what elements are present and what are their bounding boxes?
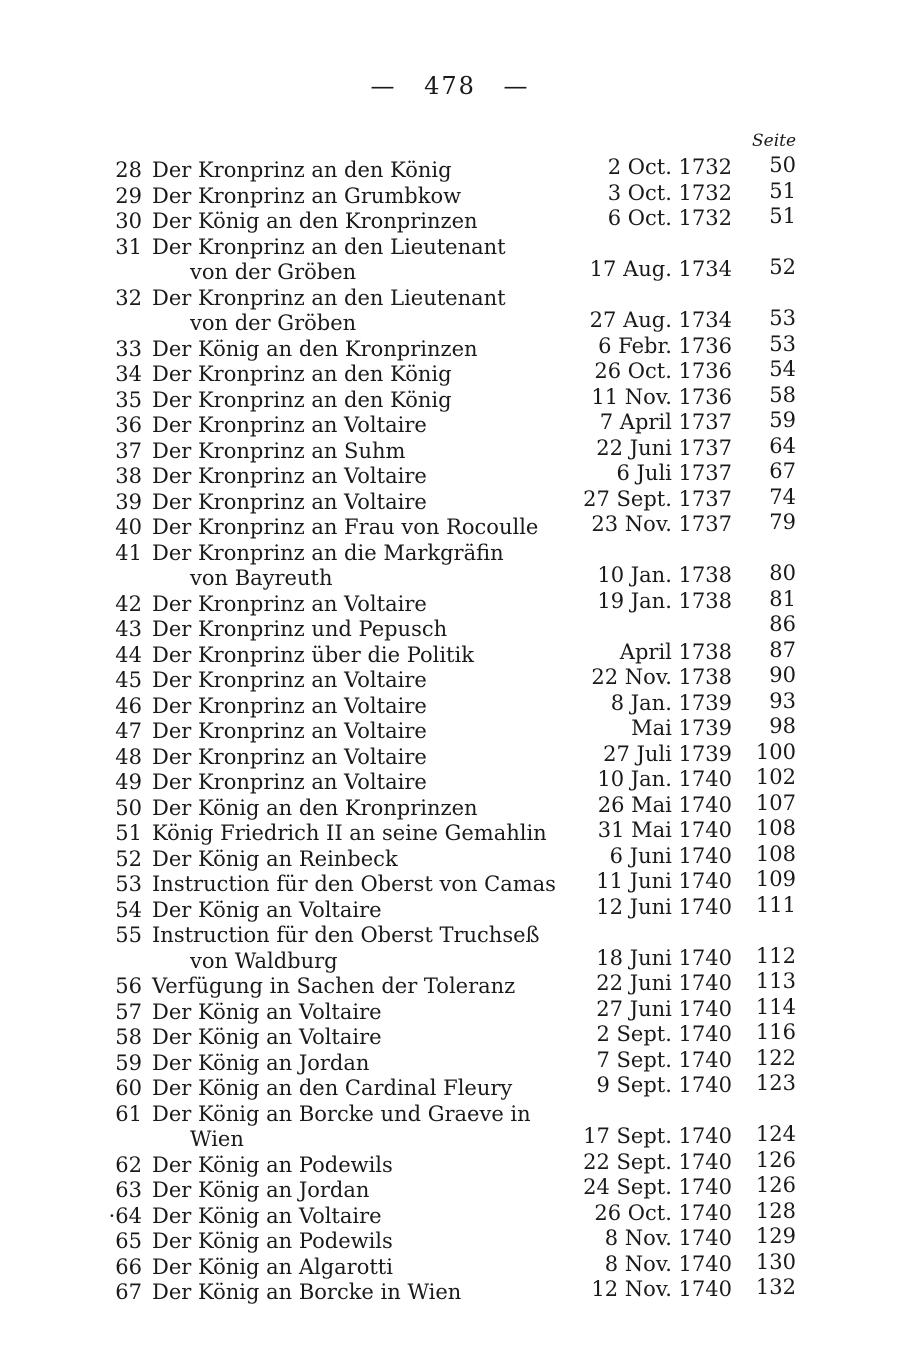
- entry-number: 55: [115, 923, 142, 947]
- toc-entry-line: [0, 204, 900, 235]
- toc-entry: [0, 331, 900, 363]
- entry-page: 102: [755, 765, 796, 789]
- entry-date: 3 Oct. 1732: [607, 180, 732, 205]
- toc-entry-line: [0, 892, 900, 924]
- entry-title: Der König an Borcke in Wien: [152, 1280, 462, 1304]
- entry-page: 116: [755, 1020, 796, 1044]
- entry-date: 7 Sept. 1740: [596, 1047, 732, 1072]
- toc-entry: [0, 382, 900, 414]
- toc-entry-line: [0, 510, 900, 541]
- entry-title: Der Kronprinz an Voltaire: [152, 719, 427, 743]
- entry-title: Der Kronprinz an den König: [152, 362, 452, 386]
- entry-date: 2 Sept. 1740: [596, 1022, 732, 1046]
- entry-title: Der König an Podewils: [152, 1152, 393, 1177]
- entry-page: 124: [755, 1122, 796, 1146]
- entry-title: Der Kronprinz an den Lieutenant: [152, 285, 506, 310]
- table-of-contents: [0, 153, 900, 1306]
- entry-title: Der Kronprinz an den König: [152, 387, 452, 412]
- entry-page: 114: [755, 994, 796, 1019]
- entry-number: 42: [115, 591, 142, 616]
- entry-page: 113: [755, 969, 796, 993]
- entry-date: 8 Jan. 1739: [610, 690, 732, 715]
- toc-entry-line: [0, 408, 900, 439]
- entry-date: 27 Juni 1740: [596, 996, 732, 1021]
- entry-number: 58: [115, 1025, 142, 1049]
- entry-title: Der Kronprinz an die Markgräfin: [152, 540, 504, 565]
- entry-date: 12 Nov. 1740: [591, 1277, 732, 1301]
- toc-entry: [0, 586, 900, 618]
- toc-entry: [0, 204, 900, 235]
- entry-title: Der König an Voltaire: [152, 1025, 382, 1049]
- entry-title: Der König an Voltaire: [152, 999, 382, 1024]
- entry-number: 53: [115, 872, 142, 896]
- toc-entry: [0, 892, 900, 924]
- entry-title: Der Kronprinz und Pepusch: [152, 617, 448, 641]
- toc-entry-line: [0, 561, 900, 592]
- toc-entry-line: [0, 235, 900, 261]
- toc-entry-line: [0, 459, 900, 490]
- entry-number: 44: [115, 642, 142, 667]
- entry-number: 38: [115, 464, 142, 488]
- entry-page: 108: [755, 816, 796, 840]
- entry-title: Der König an Borcke und Graeve in: [152, 1101, 531, 1126]
- entry-number: 28: [115, 158, 142, 182]
- entry-date: 17 Sept. 1740: [583, 1124, 732, 1148]
- entry-title: Der Kronprinz an Grumbkow: [152, 183, 462, 208]
- entry-page: 80: [769, 561, 796, 585]
- entry-title: Der König an Jordan: [152, 1178, 370, 1202]
- entry-title-continuation: von Bayreuth: [190, 566, 333, 590]
- toc-entry-line: [0, 357, 900, 388]
- entry-number: 57: [115, 999, 142, 1024]
- entry-date: 6 Juli 1737: [616, 461, 732, 485]
- toc-entry-line: [0, 663, 900, 694]
- entry-number: 43: [115, 617, 142, 641]
- entry-title: Der König an Jordan: [152, 1050, 370, 1075]
- toc-entry: [0, 1275, 900, 1306]
- entry-title: Der König an den Kronprinzen: [152, 209, 478, 233]
- entry-number: 62: [115, 1152, 142, 1177]
- entry-number: 65: [115, 1229, 142, 1253]
- entry-title: König Friedrich II an seine Gemahlin: [152, 821, 547, 845]
- entry-title: Der Kronprinz an Voltaire: [152, 489, 427, 514]
- toc-entry: [0, 541, 900, 592]
- toc-entry: [0, 923, 900, 974]
- entry-date: 27 Juli 1739: [603, 741, 732, 766]
- toc-entry: [0, 688, 900, 720]
- entry-page: 128: [755, 1198, 796, 1223]
- entry-title: Der Kronprinz an Voltaire: [152, 770, 427, 794]
- entry-title: Der Kronprinz an Frau von Rocoulle: [152, 515, 539, 539]
- entry-date: 6 Juni 1740: [609, 843, 732, 868]
- entry-date: 17 Aug. 1734: [589, 257, 732, 281]
- entry-page: 54: [769, 357, 796, 381]
- entry-date: 22 Nov. 1738: [591, 665, 732, 689]
- entry-title-continuation: von der Gröben: [190, 260, 357, 284]
- entry-date: 6 Oct. 1732: [607, 206, 732, 230]
- entry-number: 51: [115, 821, 142, 845]
- entry-title: Der Kronprinz an Voltaire: [152, 413, 427, 437]
- entry-date: 2 Oct. 1732: [607, 155, 732, 179]
- entry-date: 24 Sept. 1740: [583, 1175, 732, 1199]
- toc-entry: [0, 484, 900, 516]
- toc-entry-line: [0, 306, 900, 337]
- entry-number: 67: [115, 1280, 142, 1304]
- entry-page: 52: [769, 255, 796, 279]
- entry-page: 53: [769, 306, 796, 330]
- entry-date: 19 Jan. 1738: [597, 588, 732, 613]
- toc-entry: [0, 153, 900, 184]
- entry-page: 109: [755, 867, 796, 891]
- entry-page: 126: [755, 1173, 796, 1197]
- toc-entry: [0, 357, 900, 388]
- entry-page: 87: [769, 637, 796, 662]
- entry-number: 49: [115, 770, 142, 794]
- entry-date: 22 Juni 1740: [596, 971, 732, 995]
- entry-title: Verfügung in Sachen der Toleranz: [152, 974, 516, 998]
- entry-title: Instruction für den Oberst von Camas: [152, 872, 556, 896]
- entry-number: 50: [115, 795, 142, 820]
- entry-number: 40: [115, 515, 142, 539]
- entry-page: 51: [769, 204, 796, 228]
- entry-page: 86: [769, 612, 796, 636]
- entry-title: Der Kronprinz über die Politik: [152, 642, 474, 667]
- toc-entry: [0, 235, 900, 286]
- page-number: 478: [424, 72, 476, 100]
- entry-number: 35: [115, 387, 142, 412]
- entry-date: 10 Jan. 1738: [597, 563, 732, 587]
- entry-page: 50: [769, 153, 796, 177]
- toc-entry-line: [0, 331, 900, 363]
- toc-entry: [0, 178, 900, 210]
- entry-page: 74: [769, 484, 796, 509]
- entry-title: Der König an den Kronprinzen: [152, 336, 478, 361]
- entry-title: Der Kronprinz an Voltaire: [152, 591, 427, 616]
- entry-page: 58: [769, 382, 796, 407]
- entry-title-continuation: Wien: [190, 1127, 244, 1151]
- entry-title: Der Kronprinz an Voltaire: [152, 744, 427, 769]
- entry-date: 22 Juni 1737: [596, 435, 732, 460]
- entry-title: Der König an Algarotti: [152, 1254, 393, 1279]
- entry-date: 31 Mai 1740: [597, 818, 732, 842]
- toc-entry-line: [0, 255, 900, 286]
- toc-entry-line: [0, 178, 900, 210]
- entry-page: 100: [755, 739, 796, 764]
- entry-title-continuation: von Waldburg: [190, 948, 338, 973]
- entry-number: 32: [115, 285, 142, 310]
- toc-entry: [0, 1071, 900, 1102]
- entry-number: 29: [115, 183, 142, 208]
- entry-title: Der König an Voltaire: [152, 1203, 382, 1228]
- entry-date: 26 Mai 1740: [597, 792, 732, 817]
- entry-page: 59: [769, 408, 796, 432]
- entry-page: 112: [755, 943, 796, 968]
- entry-date: 23 Nov. 1737: [591, 512, 732, 536]
- entry-page: 108: [755, 841, 796, 866]
- entry-number: 39: [115, 489, 142, 514]
- toc-entry: [0, 408, 900, 439]
- toc-entry-line: [0, 382, 900, 414]
- entry-number: 31: [115, 234, 142, 259]
- entry-number: 52: [115, 846, 142, 871]
- entry-page: 90: [769, 663, 796, 687]
- entry-title: Der Kronprinz an Voltaire: [152, 693, 427, 718]
- entry-number: 47: [115, 719, 142, 743]
- entry-number: 37: [115, 438, 142, 463]
- entry-title: Der Kronprinz an Voltaire: [152, 464, 427, 488]
- entry-number: ·64: [108, 1203, 142, 1228]
- toc-entry-line: [0, 688, 900, 720]
- entry-number: 66: [115, 1254, 142, 1279]
- entry-date: 10 Jan. 1740: [597, 767, 732, 791]
- entry-title: Der König an Podewils: [152, 1229, 393, 1253]
- toc-entry: [0, 286, 900, 337]
- entry-page: 130: [755, 1249, 796, 1274]
- entry-date: 22 Sept. 1740: [583, 1149, 732, 1174]
- entry-date: 27 Sept. 1737: [583, 486, 732, 511]
- toc-entry-line: [0, 1275, 900, 1306]
- entry-page: 132: [755, 1275, 796, 1299]
- entry-title: Der König an Reinbeck: [152, 846, 398, 871]
- entry-date: 8 Nov. 1740: [604, 1251, 732, 1276]
- entry-date: 18 Juni 1740: [596, 945, 732, 970]
- entry-number: 36: [115, 413, 142, 437]
- entry-date: Mai 1739: [631, 716, 732, 740]
- entry-page: 129: [755, 1224, 796, 1248]
- entry-number: 56: [115, 974, 142, 998]
- entry-number: 60: [115, 1076, 142, 1100]
- entry-page: 98: [769, 714, 796, 738]
- entry-page: 122: [755, 1045, 796, 1070]
- page-header: [0, 72, 900, 100]
- toc-entry-line: [0, 484, 900, 516]
- entry-page: 107: [755, 790, 796, 815]
- entry-number: 61: [115, 1101, 142, 1126]
- entry-date: 7 April 1737: [599, 410, 732, 434]
- toc-entry: [0, 612, 900, 643]
- toc-entry-line: [0, 153, 900, 184]
- toc-entry: [0, 663, 900, 694]
- toc-entry-line: [0, 637, 900, 669]
- entry-number: 46: [115, 693, 142, 718]
- entry-title: Der König an den Kronprinzen: [152, 795, 478, 820]
- entry-number: 30: [115, 209, 142, 233]
- toc-entry: [0, 1102, 900, 1153]
- entry-date: April 1738: [619, 639, 732, 664]
- entry-title: Der König an Voltaire: [152, 897, 382, 922]
- entry-page: 81: [769, 586, 796, 611]
- entry-number: 59: [115, 1050, 142, 1075]
- toc-entry: [0, 510, 900, 541]
- entry-date: 26 Oct. 1740: [594, 1200, 732, 1225]
- toc-entry-line: [0, 286, 900, 312]
- entry-title: Der Kronprinz an Suhm: [152, 438, 406, 463]
- page-column-heading: Seite: [752, 131, 797, 151]
- toc-entry-line: [0, 541, 900, 567]
- entry-number: 41: [115, 540, 142, 565]
- header-dash-left: —: [370, 72, 397, 100]
- entry-page: 126: [755, 1147, 796, 1172]
- entry-page: 67: [769, 459, 796, 483]
- entry-page: 51: [769, 178, 796, 203]
- entry-number: 54: [115, 897, 142, 922]
- entry-page: 53: [769, 331, 796, 356]
- entry-title: Der Kronprinz an den Lieutenant: [152, 234, 506, 259]
- entry-date: 8 Nov. 1740: [604, 1226, 732, 1250]
- entry-page: 93: [769, 688, 796, 713]
- toc-entry: [0, 637, 900, 669]
- entry-title: Der Kronprinz an Voltaire: [152, 668, 427, 692]
- entry-date: 9 Sept. 1740: [596, 1073, 732, 1097]
- entry-page: 64: [769, 433, 796, 458]
- entry-number: 48: [115, 744, 142, 769]
- entry-title-continuation: von der Gröben: [190, 311, 357, 335]
- entry-number: 33: [115, 336, 142, 361]
- toc-entry-line: [0, 1071, 900, 1102]
- toc-entry: [0, 433, 900, 465]
- toc-entry-line: [0, 586, 900, 618]
- toc-entry-line: [0, 433, 900, 465]
- entry-page: 111: [755, 892, 796, 917]
- entry-date: 6 Febr. 1736: [598, 333, 732, 358]
- entry-date: 27 Aug. 1734: [589, 308, 732, 332]
- entry-date: 11 Juni 1740: [596, 869, 732, 893]
- entry-date: 11 Nov. 1736: [591, 384, 732, 409]
- entry-number: 45: [115, 668, 142, 692]
- entry-number: 34: [115, 362, 142, 386]
- header-dash-right: —: [503, 72, 530, 100]
- entry-date: 26 Oct. 1736: [594, 359, 732, 383]
- entry-page: 79: [769, 510, 796, 534]
- entry-title: Der Kronprinz an den König: [152, 158, 452, 182]
- entry-title: Instruction für den Oberst Truchseß: [152, 923, 540, 947]
- toc-entry-line: [0, 612, 900, 643]
- entry-page: 123: [755, 1071, 796, 1095]
- toc-entry: [0, 459, 900, 490]
- entry-date: 12 Juni 1740: [596, 894, 732, 919]
- entry-number: 63: [115, 1178, 142, 1202]
- entry-title: Der König an den Cardinal Fleury: [152, 1076, 513, 1100]
